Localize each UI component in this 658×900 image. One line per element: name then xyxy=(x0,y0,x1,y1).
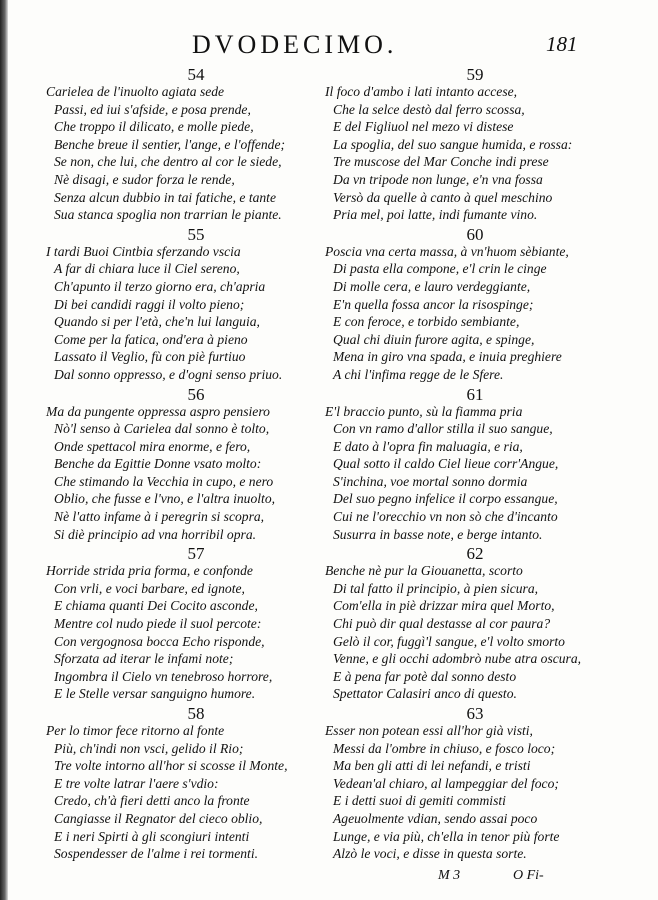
catchword: O Fi- xyxy=(513,868,544,883)
verse-line: Pria mel, poi latte, indi fumante vino. xyxy=(333,207,538,223)
verse-line: Cangiasse il Regnator del cieco oblio, xyxy=(54,810,263,826)
verse-line: Di molle cera, e lauro verdeggiante, xyxy=(333,278,531,294)
page-number: 181 xyxy=(546,32,578,56)
verse-line: Versò da quelle à canto à quel meschino xyxy=(333,189,553,205)
page-spine-shadow xyxy=(0,0,8,900)
verse-line: Tre muscose del Mar Conche indi prese xyxy=(333,154,549,170)
verse-line: Oblio, che fusse e l'vno, e l'altra inuolto, xyxy=(54,491,276,507)
verse-line: Con vrli, e voci barbare, ed ignote, xyxy=(54,580,245,596)
verse-line: Ma ben gli atti di lei nefandi, e tristi xyxy=(333,758,531,774)
verse-line: Con vergognosa bocca Echo risponde, xyxy=(54,633,265,649)
verse-line: Benche breue il sentier, l'ange, e l'offende; xyxy=(54,136,286,152)
verse-line: Spettator Calasiri anco di questo. xyxy=(333,686,517,702)
verse-line: Sforzata ad iterar le infami note; xyxy=(54,651,234,667)
verse-line: Di bei candidi raggi il volto pieno; xyxy=(54,296,245,312)
verse-line: Il foco d'ambo i lati intanto accese, xyxy=(325,84,518,99)
verse-line: Di pasta ella compone, e'l crin le cinge xyxy=(333,261,547,277)
verse-line: Che stimando la Vecchia in cupo, e nero xyxy=(54,473,274,489)
verse-line: A chi l'infima regge de le Sfere. xyxy=(333,366,504,382)
stanza-number: 58 xyxy=(187,704,205,723)
verse-line: Mena in giro vna spada, e inuia preghiere xyxy=(333,349,562,365)
verse-line: Nè disagi, e sudor forza le rende, xyxy=(54,171,235,187)
verse-line: Onde spettacol mira enorme, e fero, xyxy=(54,438,251,454)
verse-line: E con feroce, e torbido sembiante, xyxy=(333,314,520,330)
verse-line: Qual chi diuin furore agita, e spinge, xyxy=(333,331,535,347)
verse-line: Horride strida pria forma, e confonde xyxy=(46,563,253,579)
verse-line: E del Figliuol nel mezo vi distese xyxy=(333,119,514,135)
verse-line: Susurra in basse note, e berge intanto. xyxy=(333,526,543,542)
stanza-number: 62 xyxy=(466,544,484,564)
stanza-number: 59 xyxy=(466,65,484,84)
verse-line: Sospendesser de l'alme i rei tormenti. xyxy=(54,846,259,862)
stanza xyxy=(46,705,346,863)
verse-line: E'n quella fossa ancor la risospinge; xyxy=(333,296,534,312)
verse-line: La spoglia, del suo sangue humida, e rossa: xyxy=(333,136,573,152)
verse-line: Credo, ch'à fieri detti anco la fronte xyxy=(54,793,250,809)
stanza-number: 55 xyxy=(187,224,205,244)
running-title: DVODECIMO. xyxy=(192,30,398,59)
verse-line: S'inchina, voe mortal sonno dormia xyxy=(333,473,528,489)
verse-line: Passi, ed iui s'afside, e posa prende, xyxy=(54,101,251,117)
verse-line: Benche da Egittie Donne vsato molto: xyxy=(54,456,262,472)
verse-line: Ageuolmente vdian, sendo assai poco xyxy=(333,810,538,826)
verse-line: Com'ella in piè drizzar mira quel Morto, xyxy=(333,598,555,614)
verse-line: Per lo timor fece ritorno al fonte xyxy=(46,723,225,738)
verse-line: Di tal fatto il principio, à pien sicura, xyxy=(333,580,539,596)
verse-line: I tardi Buoi Cintbia sferzando vscia xyxy=(46,243,241,259)
verse-line: Ch'apunto il terzo giorno era, ch'apria xyxy=(54,278,266,294)
verse-line: Benche nè pur la Giouanetta, scorto xyxy=(325,563,523,579)
verse-line: Più, ch'indi non vsci, gelido il Rio; xyxy=(54,740,244,756)
stanza xyxy=(46,226,346,384)
verse-line: E i detti suoi di gemiti commisti xyxy=(333,793,506,809)
stanza xyxy=(46,545,346,703)
verse-line: Poscia vna certa massa, à vn'huom sèbiante, xyxy=(325,243,569,259)
verse-line: Lassato il Veglio, fù con piè furtiuo xyxy=(54,349,246,365)
right-column xyxy=(325,66,625,865)
verse-line: Nè l'atto infame à i peregrin si scopra, xyxy=(54,509,265,525)
verse-line: Che la selce destò dal ferro scossa, xyxy=(333,101,525,117)
verse-line: Alzò le voci, e disse in questa sorte. xyxy=(333,846,527,862)
stanza xyxy=(325,386,625,544)
verse-line: Cui ne l'orecchio vn non sò che d'incanto xyxy=(333,509,558,525)
verse-line: E chiama quanti Dei Cocito asconde, xyxy=(54,598,258,614)
stanza-number: 54 xyxy=(187,65,205,84)
verse-line: E'l braccio punto, sù la fiamma pria xyxy=(325,403,523,419)
verse-line: Messi da l'ombre in chiuso, e fosco loco; xyxy=(333,740,556,756)
verse-line: Come per la fatica, ond'era à pieno xyxy=(54,331,248,347)
stanza xyxy=(46,66,346,224)
verse-line: E le Stelle versar sanguigno humore. xyxy=(54,686,256,702)
signature-mark: M 3 xyxy=(438,868,461,883)
verse-line: Venne, e gli occhi adombrò nube atra oscura, xyxy=(333,651,582,667)
verse-line: Carielea de l'inuolto agiata sede xyxy=(46,84,225,99)
verse-line: Del suo pegno infelice il corpo essangue, xyxy=(333,491,558,507)
verse-line: E à pena far potè dal sonno desto xyxy=(333,668,517,684)
stanza xyxy=(325,705,625,863)
verse-line: Sua stanca spoglia non trarrian le piante. xyxy=(54,207,282,223)
stanza-number: 56 xyxy=(187,384,205,404)
stanza xyxy=(325,226,625,384)
verse-line: Ingombra il Cielo vn tenebroso horrore, xyxy=(54,668,273,684)
verse-line: Mentre col nudo piede il suol percote: xyxy=(54,616,262,632)
verse-line: A far di chiara luce il Ciel sereno, xyxy=(54,261,240,277)
verse-line: Senza alcun dubbio in tai fatiche, e tante xyxy=(54,189,276,205)
verse-line: Dal sonno oppresso, e d'ogni senso priuo. xyxy=(54,366,283,382)
running-head xyxy=(0,30,658,70)
verse-line: Chi può dir qual destasse al cor paura? xyxy=(333,616,551,632)
verse-line: Vedean'al chiaro, al lampeggiar del foco; xyxy=(333,775,559,791)
left-column xyxy=(46,66,346,865)
stanza-number: 61 xyxy=(466,384,484,404)
verse-line: Gelò il cor, fuggì'l sangue, e'l volto smorto xyxy=(333,633,565,649)
verse-line: Lunge, e via più, ch'ella in tenor più forte xyxy=(333,828,560,844)
verse-line: Quando si per l'età, che'n lui languia, xyxy=(54,314,260,330)
stanza xyxy=(325,66,625,224)
stanza-number: 60 xyxy=(466,224,484,244)
verse-line: Esser non potean essi all'hor già visti, xyxy=(325,723,533,738)
stanza xyxy=(46,386,346,544)
verse-line: Nò'l senso à Carielea dal sonno è tolto, xyxy=(54,421,270,437)
verse-line: Ma da pungente oppressa aspro pensiero xyxy=(46,403,270,419)
verse-line: E tre volte latrar l'aere s'vdio: xyxy=(54,775,219,791)
stanza-number: 63 xyxy=(466,704,484,723)
verse-line: Che troppo il dilicato, e molle piede, xyxy=(54,119,254,135)
verse-line: Si diè principio ad vna horribil opra. xyxy=(54,526,257,542)
verse-line: Da vn tripode non lunge, e'n vna fossa xyxy=(333,171,543,187)
stanza-number: 57 xyxy=(187,544,205,564)
verse-line: E dato à l'opra fin maluagia, e ria, xyxy=(333,438,523,454)
verse-line: Qual sotto il caldo Ciel lieue corr'Angue, xyxy=(333,456,559,472)
verse-line: E i neri Spirti à gli scongiuri intenti xyxy=(54,828,250,844)
stanza xyxy=(325,545,625,703)
verse-line: Tre volte intorno all'hor si scosse il Monte, xyxy=(54,758,288,774)
verse-line: Se non, che lui, che dentro al cor le siede, xyxy=(54,154,282,170)
verse-line: Con vn ramo d'allor stilla il suo sangue, xyxy=(333,421,553,437)
